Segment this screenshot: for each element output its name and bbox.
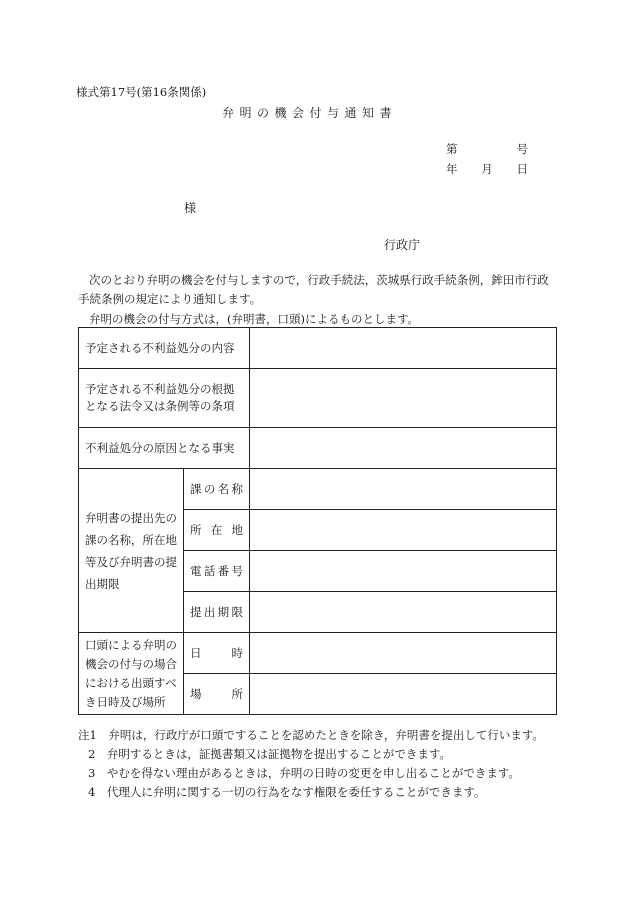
row-label-cause-facts: 不利益処分の原因となる事実 [79, 428, 250, 469]
notes-section [78, 726, 556, 802]
value-cell-phone[interactable] [250, 551, 557, 592]
note-item: 注1 弁明は，行政庁が口頭ですることを認めたときを除き，弁明書を提出して行います。 [78, 728, 544, 742]
table-row [79, 369, 557, 428]
note-item: 3 やむを得ない理由があるときは，弁明の日時の変更を申し出ることができます。 [88, 766, 520, 780]
sub-label-section-name: 課の名称 [184, 469, 250, 510]
form-number-label: 様式第17号(第16条関係) [76, 85, 207, 99]
note-item: 2 弁明するときは，証拠書類又は証拠物を提出することができます。 [88, 747, 451, 761]
document-title: 弁明の機会付与通知書 [222, 106, 398, 120]
value-cell-address[interactable] [250, 510, 557, 551]
table-row [79, 428, 557, 469]
table-row [79, 328, 557, 369]
value-cell-deadline[interactable] [250, 592, 557, 633]
issuer-name: 行政庁 [384, 238, 421, 252]
sub-label-datetime: 日時 [184, 633, 250, 674]
table-row [79, 469, 557, 510]
row-label-submission-info: 弁明書の提出先の課の名称，所在地等及び弁明書の提出期限 [79, 469, 184, 633]
sub-label-place: 場所 [184, 674, 250, 715]
sub-label-phone: 電話番号 [184, 551, 250, 592]
value-cell-place[interactable] [250, 674, 557, 715]
value-cell-datetime[interactable] [250, 633, 557, 674]
addressee-suffix: 様 [184, 201, 197, 215]
row-label-disposition-content: 予定される不利益処分の内容 [79, 328, 250, 369]
number-suffix: 号 [516, 142, 528, 156]
document-number [446, 141, 528, 157]
table-row [79, 633, 557, 674]
date-year: 年 [446, 162, 458, 176]
value-cell-legal-basis[interactable] [250, 369, 557, 428]
value-cell-disposition-content[interactable] [250, 328, 557, 369]
sub-label-address: 所在地 [184, 510, 250, 551]
notice-form-table [78, 327, 557, 715]
value-cell-section-name[interactable] [250, 469, 557, 510]
number-prefix: 第 [446, 142, 458, 156]
document-date [446, 161, 528, 177]
date-month: 月 [481, 162, 493, 176]
note-item: 4 代理人に弁明に関する一切の行為をなす権限を委任することができます。 [88, 785, 486, 799]
intro-paragraph: 次のとおり弁明の機会を付与しますので，行政手続法，茨城県行政手続条例，鉾田市行政手続条例の規定により通知します。 [78, 273, 549, 306]
row-label-oral-hearing: 口頭による弁明の機会の付与の場合における出頭すべき日時及び場所 [79, 633, 184, 715]
date-day: 日 [516, 162, 528, 176]
method-paragraph: 弁明の機会の付与方式は，(弁明書，口頭)によるものとします。 [89, 312, 420, 326]
sub-label-deadline: 提出期限 [184, 592, 250, 633]
row-label-legal-basis: 予定される不利益処分の根拠となる法令又は条例等の条項 [79, 369, 250, 428]
value-cell-cause-facts[interactable] [250, 428, 557, 469]
